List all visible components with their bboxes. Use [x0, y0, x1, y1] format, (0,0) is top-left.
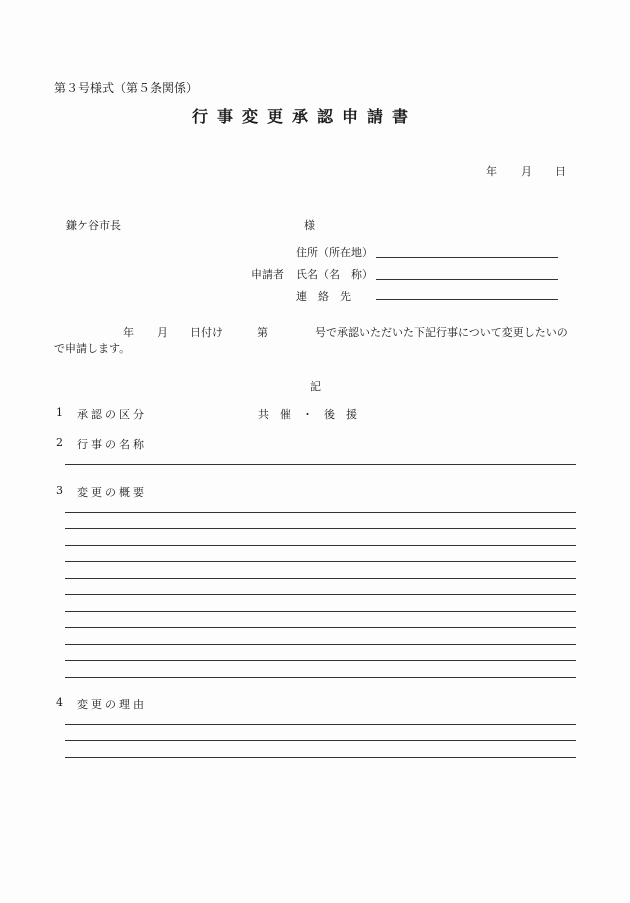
summary-line[interactable]	[65, 528, 576, 529]
reason-line[interactable]	[65, 757, 576, 758]
summary-line[interactable]	[65, 660, 576, 661]
item-3-number: 3	[56, 484, 63, 497]
item-3-label: 変更の概要	[77, 486, 147, 499]
event-name-field[interactable]	[65, 464, 576, 465]
date-day-label: 日	[555, 165, 566, 178]
item-4-label: 変更の理由	[77, 698, 147, 711]
item-1-label: 承認の区分	[77, 408, 147, 421]
summary-line[interactable]	[65, 545, 576, 546]
body-dated: 日付け	[190, 326, 223, 339]
summary-line[interactable]	[65, 578, 576, 579]
summary-line[interactable]	[65, 677, 576, 678]
item-2-label: 行事の名称	[77, 438, 147, 451]
name-label: 氏名（名 称）	[296, 268, 373, 281]
summary-line[interactable]	[65, 627, 576, 628]
body-line1: 号で承認いただいた下記行事について変更したいの	[315, 326, 568, 339]
document-title: 行事変更承認申請書	[192, 107, 418, 126]
summary-line[interactable]	[65, 561, 576, 562]
contact-label: 連 絡 先	[296, 290, 351, 303]
address-label: 住所（所在地）	[296, 246, 373, 259]
name-field[interactable]	[376, 279, 558, 280]
date-month-label: 月	[521, 165, 532, 178]
body-number-prefix: 第	[257, 326, 268, 339]
item-4-number: 4	[56, 696, 63, 709]
reason-line[interactable]	[65, 724, 576, 725]
summary-line[interactable]	[65, 644, 576, 645]
addressee-name: 鎌ケ谷市長	[66, 219, 121, 232]
form-number: 第３号様式（第５条関係）	[54, 81, 199, 95]
item-2-number: 2	[56, 436, 63, 449]
body-month: 月	[157, 326, 168, 339]
summary-line[interactable]	[65, 512, 576, 513]
reason-line[interactable]	[65, 740, 576, 741]
applicant-label: 申請者	[251, 268, 284, 281]
date-year-label: 年	[486, 165, 497, 178]
address-field[interactable]	[376, 257, 558, 258]
approval-category-options[interactable]: 共 催 ・ 後 援	[258, 408, 357, 421]
body-line2: で申請します。	[54, 342, 131, 355]
body-year: 年	[123, 326, 134, 339]
ki-heading: 記	[310, 380, 321, 393]
summary-line[interactable]	[65, 611, 576, 612]
contact-field[interactable]	[376, 299, 558, 300]
summary-line[interactable]	[65, 594, 576, 595]
item-1-number: 1	[56, 406, 63, 419]
addressee-honorific: 様	[304, 219, 315, 232]
